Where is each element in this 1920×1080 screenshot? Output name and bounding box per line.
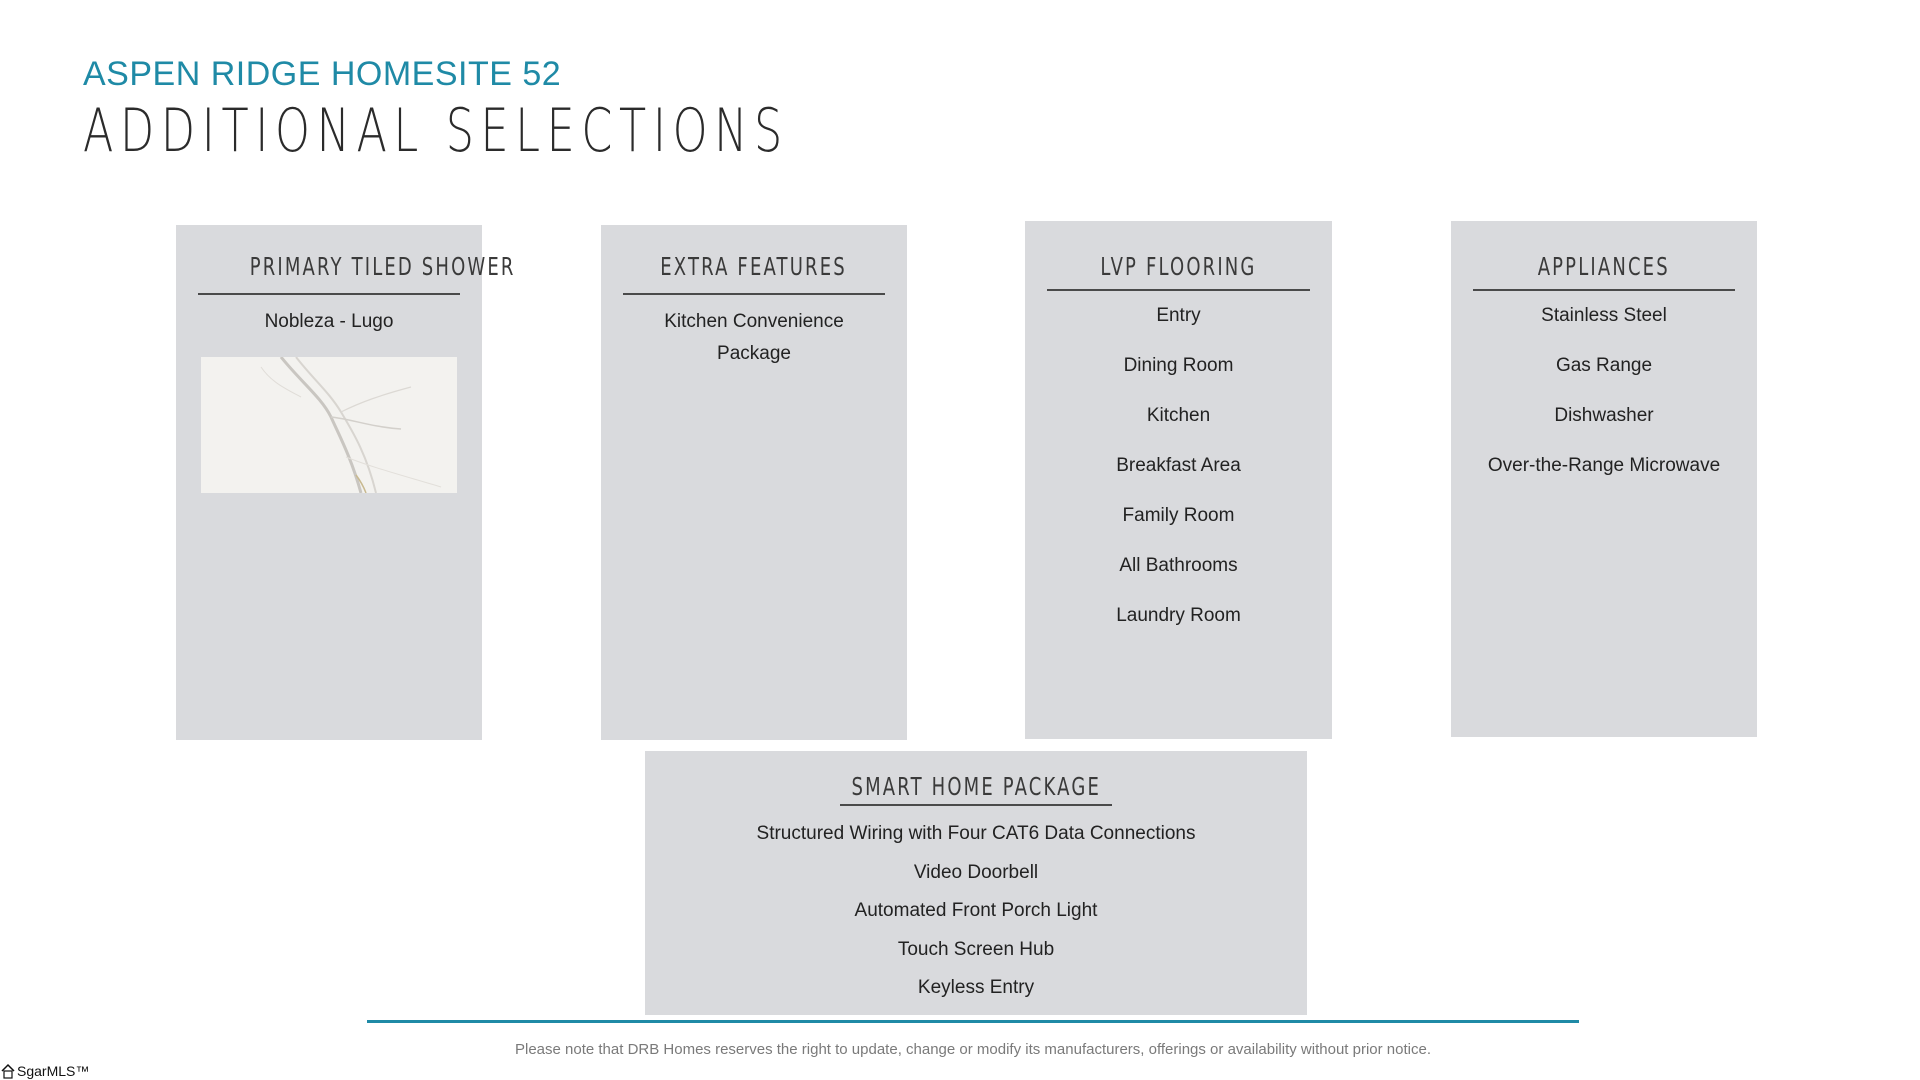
- list-item: Nobleza - Lugo: [264, 311, 394, 332]
- footer-divider: [367, 1020, 1579, 1023]
- list-item: Keyless Entry: [917, 977, 1035, 998]
- card-title: APPLIANCES: [1537, 252, 1671, 281]
- card-lvp-flooring: [1025, 221, 1332, 739]
- page-title: ADDITIONAL SELECTIONS: [83, 96, 789, 166]
- disclaimer-text: Please note that DRB Homes reserves the right to update, change or modify its manufacturers, offerings or availability without prior notice.: [514, 1041, 1431, 1058]
- list-item: Video Doorbell: [913, 862, 1039, 883]
- card-divider: [198, 293, 460, 295]
- card-title: EXTRA FEATURES: [660, 252, 848, 281]
- list-item: Breakfast Area: [1116, 455, 1241, 476]
- list-item: Package: [717, 343, 791, 364]
- house-icon: [0, 1063, 16, 1079]
- card-smart-home-package: [645, 751, 1307, 1015]
- card-title: SMART HOME PACKAGE: [851, 772, 1101, 801]
- list-item: Kitchen Convenience: [664, 311, 844, 332]
- mls-watermark: [0, 1062, 89, 1080]
- list-item: Dishwasher: [1554, 405, 1654, 426]
- marble-tile-image: [201, 357, 457, 493]
- list-item: Laundry Room: [1116, 605, 1241, 626]
- list-item: Touch Screen Hub: [897, 939, 1055, 960]
- card-divider: [840, 804, 1112, 806]
- card-divider: [1047, 289, 1310, 291]
- card-title: PRIMARY TILED SHOWER: [249, 252, 516, 281]
- list-item: Entry: [1156, 305, 1201, 326]
- list-item: Gas Range: [1555, 355, 1653, 376]
- list-item: All Bathrooms: [1119, 555, 1238, 576]
- card-extra-features: [601, 225, 907, 740]
- list-item: Over-the-Range Microwave: [1487, 455, 1721, 476]
- community-subtitle: ASPEN RIDGE HOMESITE 52: [83, 55, 562, 93]
- list-item: Kitchen: [1146, 405, 1211, 426]
- watermark-text: SgarMLS™: [17, 1063, 90, 1079]
- list-item: Automated Front Porch Light: [854, 900, 1098, 921]
- list-item: Dining Room: [1123, 355, 1234, 376]
- card-divider: [1473, 289, 1735, 291]
- list-item: Stainless Steel: [1541, 305, 1667, 326]
- card-appliances: [1451, 221, 1757, 737]
- card-primary-tiled-shower: [176, 225, 516, 740]
- card-title: LVP FLOORING: [1100, 252, 1257, 281]
- card-divider: [623, 293, 885, 295]
- list-item: Family Room: [1122, 505, 1235, 526]
- list-item: Structured Wiring with Four CAT6 Data Connections: [756, 823, 1196, 844]
